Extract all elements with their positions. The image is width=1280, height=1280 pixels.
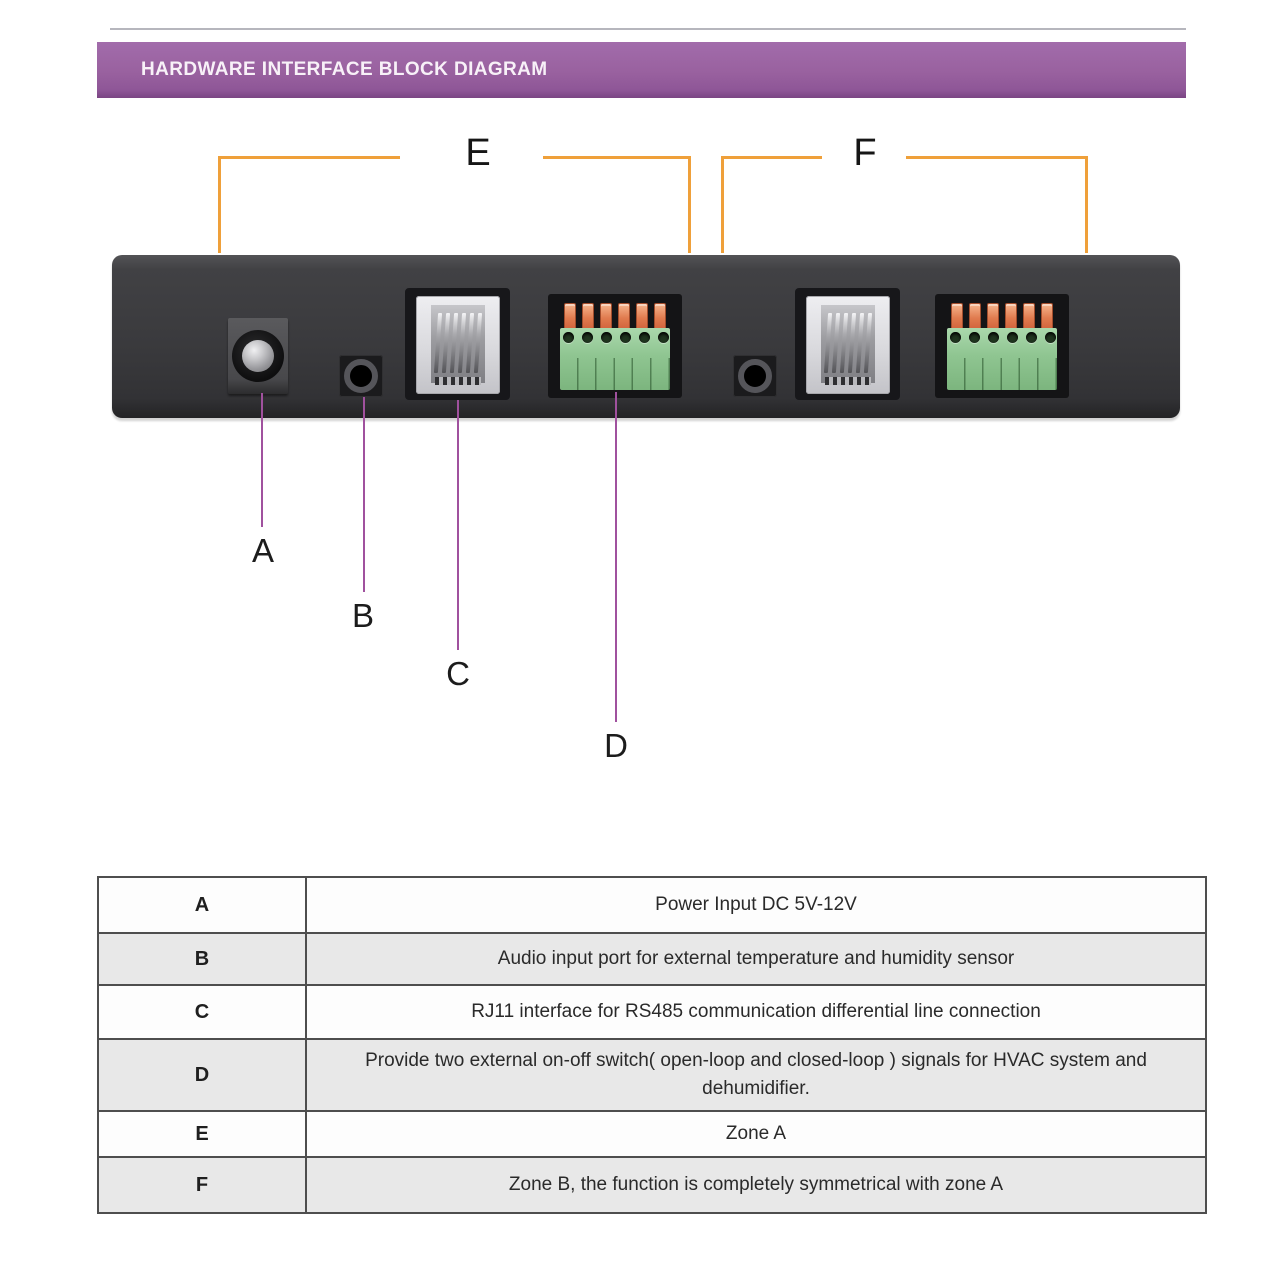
table-row (99, 1110, 1205, 1156)
zone-f-bracket-top-right (906, 156, 1088, 159)
device-rear-panel (112, 255, 1180, 418)
terminal-segment-slots (947, 358, 1057, 390)
zone-e-bracket-top-right (543, 156, 691, 159)
terminal-block-zone-a (548, 294, 682, 398)
terminal-wire-holes (563, 332, 669, 343)
zone-f-bracket-left-drop (721, 156, 724, 253)
terminal-levers (564, 303, 666, 331)
rj11-port-zone-b (795, 288, 900, 400)
rj11-contact-pins (436, 313, 480, 373)
rj11-port-zone-a (405, 288, 510, 400)
rj11-latch-slot (435, 377, 481, 385)
table-row-desc: Zone A (725, 1122, 787, 1144)
rj11-contact-pins (826, 313, 870, 373)
top-hairline (110, 28, 1186, 30)
table-row (99, 984, 1205, 1038)
table-row (99, 1038, 1205, 1110)
table-row-desc: RJ11 interface for RS485 communication differential line connection (471, 1000, 1041, 1022)
rj11-latch-slot (825, 377, 871, 385)
terminal-block-zone-b (935, 294, 1069, 398)
zone-e-bracket-left-drop (218, 156, 221, 253)
table-row-key: B (99, 934, 307, 984)
interface-description-table (97, 876, 1207, 1214)
zone-e-bracket-right-drop (688, 156, 691, 253)
dc-jack-hole (232, 330, 284, 382)
audio-jack-zone-b (733, 355, 777, 397)
terminal-green-body (560, 328, 670, 390)
table-row-desc: Zone B, the function is completely symmetrical with zone A (508, 1173, 1004, 1195)
audio-jack-zone-a (339, 355, 383, 397)
port-label-d: D (604, 727, 628, 764)
port-label-c: C (446, 655, 470, 692)
terminal-segment-slots (560, 358, 670, 390)
zone-f-label: F (853, 132, 877, 174)
zone-f-bracket-right-drop (1085, 156, 1088, 253)
audio-jack-ring (738, 359, 772, 393)
table-row-desc: Audio input port for external temperature and humidity sensor (497, 947, 1015, 969)
table-row (99, 932, 1205, 984)
rj11-connector-body (416, 296, 500, 394)
zone-e-label: E (465, 132, 491, 174)
leader-line-b (363, 397, 365, 592)
page-title: HARDWARE INTERFACE BLOCK DIAGRAM (141, 59, 548, 80)
rj11-connector-body (806, 296, 890, 394)
header-banner (97, 42, 1186, 98)
terminal-levers (951, 303, 1053, 331)
table-row-key: A (99, 878, 307, 932)
table-row (99, 878, 1205, 932)
table-row-key: E (99, 1112, 307, 1156)
leader-line-d (615, 392, 617, 722)
table-row (99, 1156, 1205, 1212)
table-row-key: C (99, 986, 307, 1038)
audio-jack-ring (344, 359, 378, 393)
terminal-green-body (947, 328, 1057, 390)
dc-power-jack (228, 318, 288, 394)
port-label-b: B (351, 597, 374, 634)
zone-e-bracket-top-left (218, 156, 400, 159)
table-row-desc: Provide two external on-off switch( open-loop and closed-loop ) signals for HVAC system and dehumidifier. (365, 1049, 1147, 1099)
table-row-key: F (99, 1158, 307, 1212)
leader-line-c (457, 400, 459, 650)
terminal-wire-holes (950, 332, 1056, 343)
zone-f-bracket-top-left (721, 156, 822, 159)
dc-jack-pin (242, 340, 274, 372)
table-row-desc: Power Input DC 5V-12V (655, 893, 857, 915)
port-label-a: A (251, 532, 274, 569)
leader-line-a (261, 393, 263, 527)
table-row-key: D (99, 1040, 307, 1110)
